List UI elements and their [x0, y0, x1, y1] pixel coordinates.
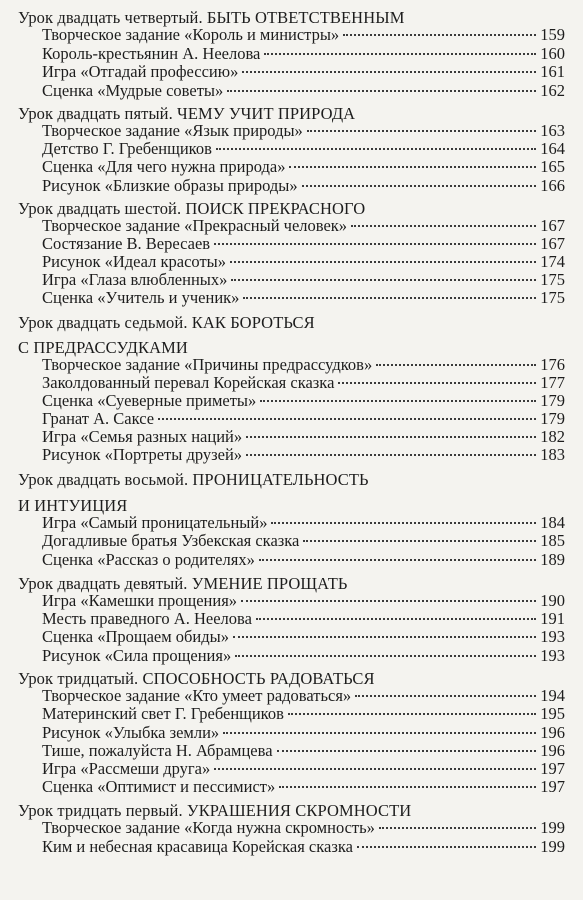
dot-leader — [351, 225, 536, 227]
entry-title: Игра «Семья разных наций» — [42, 427, 243, 446]
toc-entry — [42, 741, 565, 761]
entry-title: Творческое задание «Король и министры» — [42, 25, 340, 44]
page-number: 175 — [540, 270, 565, 289]
page-number: 196 — [540, 723, 565, 742]
toc-entry — [42, 234, 565, 254]
page-number: 197 — [540, 777, 565, 796]
dot-leader — [214, 243, 536, 245]
toc-entry — [42, 759, 565, 779]
lesson-title: Урок двадцать девятый. УМЕНИЕ ПРОЩАТЬ — [18, 574, 348, 593]
toc-entry — [42, 252, 565, 272]
toc-entry — [42, 391, 565, 411]
dot-leader — [246, 436, 536, 438]
dot-leader — [235, 655, 536, 657]
dot-leader — [264, 53, 536, 55]
page-number: 167 — [540, 234, 565, 253]
page-number: 159 — [540, 25, 565, 44]
entry-title: Король-крестьянин А. Неелова — [42, 44, 261, 63]
toc-entry — [42, 609, 565, 629]
dot-leader — [246, 454, 536, 456]
entry-title: Сценка «Оптимист и пессимист» — [42, 777, 276, 796]
page-number: 175 — [540, 288, 565, 307]
page-number: 199 — [540, 837, 565, 856]
toc-entry — [42, 121, 565, 141]
entry-title: Игра «Рассмеши друга» — [42, 759, 211, 778]
dot-leader — [233, 636, 536, 638]
page-number: 190 — [540, 591, 565, 610]
page-number: 164 — [540, 139, 565, 158]
dot-leader — [307, 130, 536, 132]
dot-leader — [343, 34, 536, 36]
entry-title: Творческое задание «Когда нужна скромность» — [42, 818, 375, 837]
toc-entry — [42, 777, 565, 797]
page-number: 179 — [540, 391, 565, 410]
entry-title: Сценка «Прощаем обиды» — [42, 627, 229, 646]
dot-leader — [376, 364, 536, 366]
lesson-title: Урок двадцать седьмой. КАК БОРОТЬСЯ — [18, 313, 315, 332]
dot-leader — [303, 540, 536, 542]
page-number: 185 — [540, 531, 565, 550]
toc-entry — [42, 216, 565, 236]
page-number: 196 — [540, 741, 565, 760]
entry-title: Игра «Глаза влюбленных» — [42, 270, 228, 289]
page-number: 177 — [540, 373, 565, 392]
toc-entry — [42, 44, 565, 64]
toc-entry — [42, 837, 565, 857]
entry-title: Творческое задание «Прекрасный человек» — [42, 216, 348, 235]
page-number: 179 — [540, 409, 565, 428]
dot-leader — [231, 279, 536, 281]
dot-leader — [242, 71, 536, 73]
entry-title: Месть праведного А. Неелова — [42, 609, 252, 628]
page-number: 193 — [540, 627, 565, 646]
dot-leader — [357, 846, 536, 848]
page-number: 160 — [540, 44, 565, 63]
dot-leader — [302, 185, 537, 187]
entry-title: Сценка «Учитель и ученик» — [42, 288, 240, 307]
dot-leader — [223, 732, 536, 734]
toc-entry — [42, 270, 565, 290]
dot-leader — [230, 261, 536, 263]
dot-leader — [216, 148, 536, 150]
entry-title: Сценка «Рассказ о родителях» — [42, 550, 255, 569]
page-number: 162 — [540, 81, 565, 100]
page-number: 163 — [540, 121, 565, 140]
dot-leader — [241, 600, 536, 602]
entry-title: Рисунок «Сила прощения» — [42, 646, 232, 665]
dot-leader — [288, 713, 536, 715]
entry-title: Сценка «Для чего нужна природа» — [42, 157, 286, 176]
dot-leader — [289, 166, 536, 168]
toc-entry — [42, 157, 565, 177]
lesson-title: Урок двадцать шестой. ПОИСК ПРЕКРАСНОГО — [18, 199, 366, 218]
entry-title: Рисунок «Близкие образы природы» — [42, 176, 298, 195]
page-number: 195 — [540, 704, 565, 723]
entry-title: Рисунок «Идеал красоты» — [42, 252, 226, 271]
entry-title: Сценка «Мудрые советы» — [42, 81, 224, 100]
dot-leader — [260, 400, 536, 402]
dot-leader — [259, 559, 536, 561]
page-number: 199 — [540, 818, 565, 837]
lesson-title-continuation: И ИНТУИЦИЯ — [18, 496, 128, 515]
dot-leader — [256, 618, 536, 620]
toc-entry — [42, 818, 565, 838]
page-number: 193 — [540, 646, 565, 665]
page-number: 167 — [540, 216, 565, 235]
dot-leader — [277, 750, 537, 752]
lesson-title: Урок двадцать четвертый. БЫТЬ ОТВЕТСТВЕННЫМ — [18, 8, 405, 27]
entry-title: Сценка «Суеверные приметы» — [42, 391, 257, 410]
entry-title: Рисунок «Портреты друзей» — [42, 445, 243, 464]
entry-title: Творческое задание «Кто умеет радоваться» — [42, 686, 352, 705]
toc-entry — [42, 427, 565, 447]
toc-entry — [42, 686, 565, 706]
toc-entry — [42, 627, 565, 647]
entry-title: Материнский свет Г. Гребенщиков — [42, 704, 284, 723]
page-number: 194 — [540, 686, 565, 705]
lesson-title: Урок тридцать первый. УКРАШЕНИЯ СКРОМНОСТИ — [18, 801, 412, 820]
page-number: 184 — [540, 513, 565, 532]
page-number: 174 — [540, 252, 565, 271]
toc-entry — [42, 550, 565, 570]
entry-title: Гранат А. Саксе — [42, 409, 155, 428]
toc-entry — [42, 513, 565, 533]
entry-title: Игра «Камешки прощения» — [42, 591, 238, 610]
toc-entry — [42, 25, 565, 45]
entry-title: Тише, пожалуйста Н. Абрамцева — [42, 741, 273, 760]
page-number: 189 — [540, 550, 565, 569]
entry-title: Ким и небесная красавица Корейская сказка — [42, 837, 353, 856]
page-number: 166 — [540, 176, 565, 195]
entry-title: Детство Г. Гребенщиков — [42, 139, 212, 158]
dot-leader — [338, 382, 536, 384]
entry-title: Игра «Самый проницательный» — [42, 513, 268, 532]
entry-title: Игра «Отгадай профессию» — [42, 62, 239, 81]
toc-entry — [42, 139, 565, 159]
entry-title: Заколдованный перевал Корейская сказка — [42, 373, 335, 392]
dot-leader — [243, 297, 536, 299]
dot-leader — [214, 768, 536, 770]
dot-leader — [355, 695, 536, 697]
page-number: 182 — [540, 427, 565, 446]
lesson-title: Урок двадцать восьмой. ПРОНИЦАТЕЛЬНОСТЬ — [18, 470, 369, 489]
entry-title: Догадливые братья Узбекская сказка — [42, 531, 300, 550]
dot-leader — [279, 786, 536, 788]
toc-entry — [42, 591, 565, 611]
entry-title: Творческое задание «Язык природы» — [42, 121, 303, 140]
page-number: 191 — [540, 609, 565, 628]
dot-leader — [271, 522, 536, 524]
page-number: 183 — [540, 445, 565, 464]
page-number: 197 — [540, 759, 565, 778]
toc-entry — [42, 62, 565, 82]
entry-title: Творческое задание «Причины предрассудков» — [42, 355, 373, 374]
dot-leader — [227, 90, 536, 92]
toc-entry — [42, 704, 565, 724]
entry-title: Рисунок «Улыбка земли» — [42, 723, 220, 742]
toc-entry — [42, 646, 565, 666]
lesson-title: Урок двадцать пятый. ЧЕМУ УЧИТ ПРИРОДА — [18, 104, 356, 123]
toc-entry — [42, 373, 565, 393]
page-number: 176 — [540, 355, 565, 374]
lesson-title-continuation: С ПРЕДРАССУДКАМИ — [18, 338, 188, 357]
toc-entry — [42, 176, 565, 196]
dot-leader — [379, 827, 536, 829]
dot-leader — [158, 418, 536, 420]
page-number: 161 — [540, 62, 565, 81]
toc-entry — [42, 445, 565, 465]
toc-entry — [42, 531, 565, 551]
page-number: 165 — [540, 157, 565, 176]
toc-entry — [42, 355, 565, 375]
toc-entry — [42, 81, 565, 101]
lesson-title: Урок тридцатый. СПОСОБНОСТЬ РАДОВАТЬСЯ — [18, 669, 375, 688]
toc-entry — [42, 723, 565, 743]
entry-title: Состязание В. Вересаев — [42, 234, 211, 253]
toc-entry — [42, 409, 565, 429]
toc-entry — [42, 288, 565, 308]
